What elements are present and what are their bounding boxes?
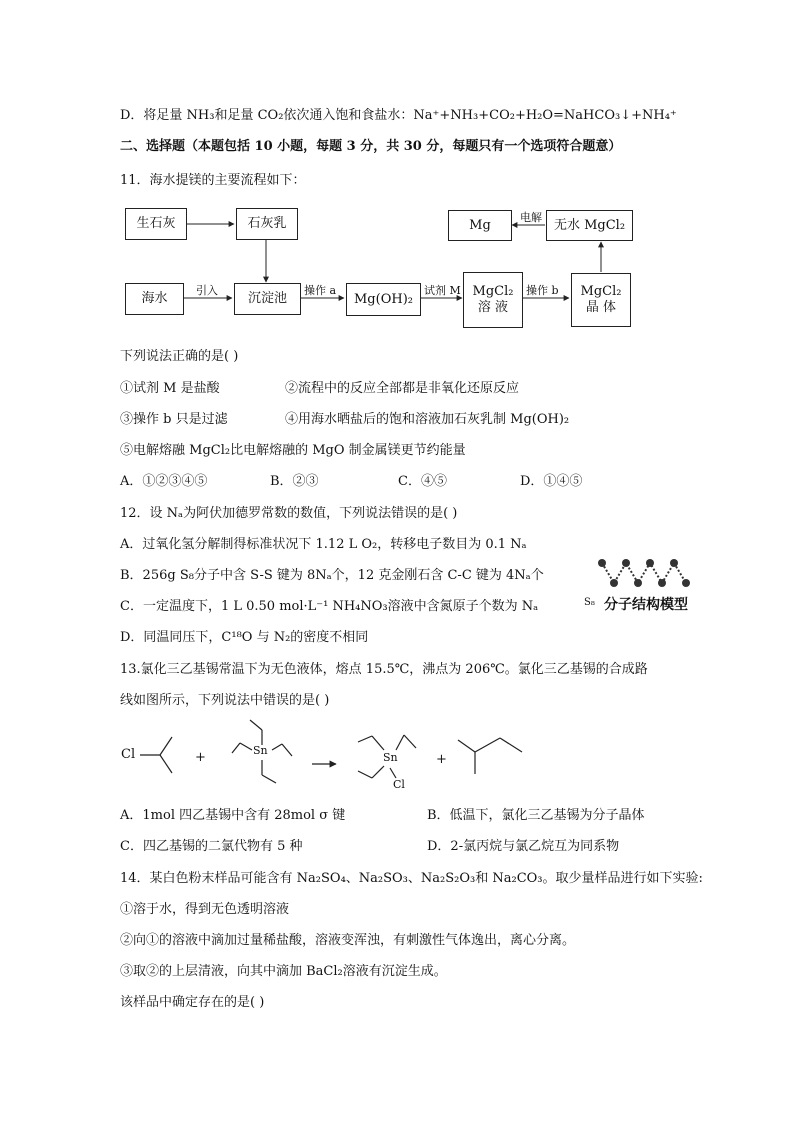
q12-option-b: B．256g S₈分子中含 S-S 键为 8Nₐ个，12 克金刚石含 C-C 键为 4Nₐ个 bbox=[120, 568, 544, 583]
question-13-stem-1: 13.氯化三乙基锡常温下为无色液体，熔点 15.5℃，沸点为 206℃。氯化三乙基锡的合成路 bbox=[120, 662, 648, 677]
q12-option-c: C．一定温度下，1 L 0.50 mol·L⁻¹ NH₄NO₃溶液中含氮原子个数为 Nₐ bbox=[120, 599, 539, 614]
reactant-sn: Sn bbox=[253, 744, 268, 757]
q11-statement-1: ①试剂 M 是盐酸 bbox=[120, 381, 220, 396]
plus-sign-1: + bbox=[195, 750, 206, 765]
q11-option-b: B．②③ bbox=[270, 474, 319, 489]
box-mgcl2-solution-formula: MgCl₂ bbox=[472, 284, 514, 299]
label-operation-a: 操作 a bbox=[304, 284, 337, 297]
q11-statement-2: ②流程中的反应全部都是非氧化还原反应 bbox=[285, 381, 520, 396]
label-reagent-m: 试剂 M bbox=[424, 284, 461, 297]
question-12-stem: 12．设 Nₐ为阿伏加德罗常数的数值，下列说法错误的是( ) bbox=[120, 506, 458, 521]
box-mgoh2-label: Mg(OH)₂ bbox=[354, 291, 413, 307]
q13-option-b: B．低温下，氯化三乙基锡为分子晶体 bbox=[427, 808, 645, 823]
box-limemilk-label: 石灰乳 bbox=[247, 216, 287, 231]
q14-ask: 该样品中确定存在的是( ) bbox=[120, 995, 265, 1010]
q11-statement-5: ⑤电解熔融 MgCl₂比电解熔融的 MgO 制金属镁更节约能量 bbox=[120, 443, 466, 458]
q11-statement-4: ④用海水晒盐后的饱和溶液加石灰乳制 Mg(OH)₂ bbox=[285, 412, 570, 427]
q14-step-3: ③取②的上层清液，向其中滴加 BaCl₂溶液有沉淀生成。 bbox=[120, 964, 447, 979]
q12-option-a: A．过氧化氢分解制得标准状况下 1.12 L O₂，转移电子数目为 0.1 Nₐ bbox=[120, 537, 527, 552]
reactant-cl: Cl bbox=[121, 747, 136, 762]
q11-option-a: A．①②③④⑤ bbox=[120, 474, 208, 489]
product-cl: Cl bbox=[393, 778, 405, 791]
q11-ask: 下列说法正确的是( ) bbox=[120, 349, 239, 364]
label-introduce: 引入 bbox=[196, 284, 218, 297]
q14-step-1: ①溶于水，得到无色透明溶液 bbox=[120, 902, 290, 917]
box-tank-label: 沉淀池 bbox=[247, 291, 287, 306]
box-mg-label: Mg bbox=[469, 217, 491, 233]
q14-step-2: ②向①的溶液中滴加过量稀盐酸，溶液变浑浊，有刺激性气体逸出，离心分离。 bbox=[120, 933, 576, 948]
q12-option-d: D．同温同压下，C¹⁸O 与 N₂的密度不相同 bbox=[120, 630, 369, 645]
q10-option-d: D．将足量 NH₃和足量 CO₂依次通入饱和食盐水：Na⁺+NH₃+CO₂+H₂O=NaHCO₃↓+NH₄⁺ bbox=[120, 108, 677, 123]
q11-option-c: C．④⑤ bbox=[398, 474, 447, 489]
s8-symbol: S₈ bbox=[584, 597, 595, 608]
question-13-stem-2: 线如图所示，下列说法中错误的是( ) bbox=[120, 693, 330, 708]
box-mgcl2-crystal-label: 晶 体 bbox=[585, 300, 617, 315]
q11-option-d: D．①④⑤ bbox=[520, 474, 583, 489]
product-sn: Sn bbox=[383, 751, 398, 764]
box-seawater-label: 海水 bbox=[141, 291, 168, 306]
box-anhydrous-label: 无水 MgCl₂ bbox=[553, 217, 626, 233]
s8-caption: 分子结构模型 bbox=[604, 597, 688, 613]
q13-option-a: A．1mol 四乙基锡中含有 28mol σ 键 bbox=[120, 808, 346, 823]
label-operation-b: 操作 b bbox=[526, 284, 559, 297]
q13-option-d: D．2-氯丙烷与氯乙烷互为同系物 bbox=[427, 839, 620, 854]
section-heading: 二、选择题（本题包括 10 小题，每题 3 分，共 30 分，每题只有一个选项符合题意） bbox=[120, 139, 622, 154]
box-quicklime-label: 生石灰 bbox=[136, 216, 176, 231]
box-mgcl2-crystal-formula: MgCl₂ bbox=[580, 284, 622, 299]
box-mgcl2-solution-label: 溶 液 bbox=[477, 300, 509, 315]
question-11-stem: 11．海水提镁的主要流程如下： bbox=[120, 173, 306, 188]
label-electrolysis: 电解 bbox=[520, 211, 542, 224]
question-14-stem: 14．某白色粉末样品可能含有 Na₂SO₄、Na₂SO₃、Na₂S₂O₃和 Na₂CO₃。取少量样品进行如下实验: bbox=[120, 871, 703, 886]
plus-sign-2: + bbox=[436, 752, 447, 767]
q11-statement-3: ③操作 b 只是过滤 bbox=[120, 412, 228, 427]
q13-option-c: C．四乙基锡的二氯代物有 5 种 bbox=[120, 839, 303, 854]
